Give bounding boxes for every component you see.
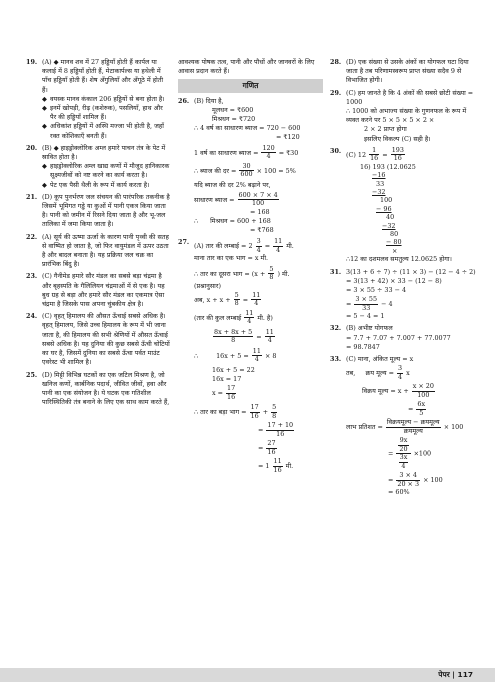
- math-line: ∴ तार का दूसरा भाग = (x +: [194, 269, 266, 278]
- answer-19: 19. (A) ◆ मानव शव में 27 हड्डियाँ होती हैं कार्पल या कलाई में 8 हड्डियाँ होती हैं, मेटाकार्पल्स या हथेली में पाँच हड्डियाँ होती हैं। शेष अँगुलियाँ और अँगूठे में होती हैं। ◆ वयस्क मानव कंकाल 206 हड्डियों से बना होता है। ◆ इनमें खोपड़ी, रीढ़ (कशेरुक), पसलियाँ, हाथ और पैर की हड्डियाँ शामिल हैं। ◆ अधिकांश हड्डियों में अस्थि मज्जा भी होती है, जहाँ रक्त कोशिकाएँ बनती हैं।: [26, 58, 170, 141]
- question-number: 30.: [330, 146, 342, 155]
- answer-20: 20. (B) ◆ हाइड्रोक्लोरिक अम्ल हमारे पाचन तंत्र के पेट में स्रावित होता है। ◆ हाइड्रोक्लोरिक अम्ल खाद्य कणों में मौजूद हानिकारक सूक्ष्मजीवों को नष्ट करने का कार्य करता है। ◆ पेट एक पैसी थैली के रूप में कार्य करता है।: [26, 143, 170, 189]
- division-step: 100: [380, 196, 393, 205]
- division-step: − 80: [386, 238, 402, 247]
- bullet-text: हाइड्रोक्लोरिक अम्ल खाद्य कणों में मौजूद हानिकारक सूक्ष्मजीवों को नष्ट करने का कार्य करता है।: [50, 162, 170, 180]
- question-number: 32.: [330, 324, 342, 333]
- fraction: $\frac{11}{16}$: [273, 457, 282, 474]
- fraction: $\frac{\frac{9x}{20}}{\frac{3x}{4}}$: [396, 437, 410, 470]
- math-line: = 98.7847: [346, 342, 380, 351]
- math-line: = 168: [250, 207, 270, 216]
- question-number: 23.: [26, 272, 38, 281]
- fraction: $\frac{x \times 20}{100}$: [412, 382, 434, 399]
- question-number: 24.: [26, 312, 38, 321]
- fraction: $\frac{11}{4}$: [245, 308, 254, 326]
- answer-21: [26, 193, 170, 230]
- fraction: $\frac{3}{4}$: [256, 237, 261, 254]
- division-step: 16) 193 (12.0625: [360, 162, 416, 171]
- fraction: $\frac{5}{8}$: [234, 290, 239, 308]
- fraction: $\frac{600 \times 7 \times 4}{100}$: [238, 190, 278, 208]
- fraction: $\frac{17}{16}$: [227, 384, 236, 401]
- fraction: $\frac{27}{16}$: [267, 439, 276, 456]
- math-line: माना तार का एक भाग = x मी.: [194, 254, 269, 263]
- answer-text: (D) मिट्टी विभिन्न घटकों का एक जटिल मिश्रण है, जो खनिज कणों, कार्बनिक पदार्थ, जीवित जीवों, हवा और पानी का एक संयोजन है। ये घटक एक गतिशील पारिस्थितिकी तंत्र बनाने के लिए एक साथ काम करते हैं,: [42, 370, 170, 407]
- math-line: (तार की कुल लम्बाई: [194, 313, 242, 322]
- math-line: विक्रय मूल्य = x +: [362, 387, 409, 396]
- math-line: 16x = 17: [212, 375, 242, 384]
- bullet-text: वयस्क मानव कंकाल 206 हड्डियों से बना होता है।: [50, 94, 165, 103]
- answer-32: [330, 324, 480, 352]
- answer-23: [26, 272, 170, 309]
- bullet-text: अधिकांश हड्डियों में अस्थि मज्जा भी होती है, जहाँ रक्त कोशिकाएँ बनती हैं।: [50, 122, 164, 140]
- math-line: (प्रश्नानुसार): [194, 281, 221, 290]
- math-line: क्रय मूल्य =: [365, 369, 394, 378]
- division-step: −32: [382, 221, 396, 230]
- bullet-text: इनमें खोपड़ी, रीढ़ (कशेरुक), पसलियाँ, हाथ और पैर की हड्डियाँ शामिल हैं।: [50, 104, 163, 122]
- math-line: लाभ प्रतिशत =: [346, 423, 383, 432]
- question-number: 25.: [26, 370, 38, 379]
- bullet-text: पेट एक पैसी थैली के रूप में कार्य करता है।: [50, 180, 150, 189]
- answer-text: (C) गैनीमेड हमारे सौर मंडल का सबसे बड़ा चंद्रमा है और बृहस्पति के गैलिलियन चंद्रमाओं में से एक है। यह बुध ग्रह से बड़ा और हमारे सौर मंडल का एकमात्र ऐसा चंद्रमा है जिसके पास अपना चुंबकीय क्षेत्र है।: [42, 272, 165, 309]
- answer-option: (C) माना, अंकित मूल्य = x: [346, 354, 414, 363]
- answer-26: 26. (B) दिया है, मूलधन = ₹600 मिश्रधन = ₹720 ∴ 4 वर्ष का साधारण ब्याज = 720 − 600 = ₹120 1 वर्ष का साधारण ब्याज = $\frac{120}{4}$ = ₹30 ∴ ब्याज की दर = $\frac{30}{600}$ × 100 = 5% यदि ब्याज की दर 2% बढ़ाने पर, साधारण ब्याज = $\frac{600 \times 7 \times 4}{100}$ = 168 ∴ मिश्रधन = 600 + 168 = ₹768: [178, 97, 323, 236]
- fraction: $\frac{11}{4}$: [265, 327, 274, 345]
- division-step: 33: [376, 179, 385, 188]
- question-number: 27.: [178, 238, 190, 247]
- math-line: = 7.7 + 7.07 + 7.007 + 77.0077: [346, 333, 451, 342]
- math-line: 1 वर्ष का साधारण ब्याज =: [194, 148, 259, 157]
- continued-text: आवश्यक पोषक तत्व, पानी और पौधों और जानवरों के लिए आवास प्रदान करते हैं।: [178, 58, 315, 76]
- division-step: 80: [390, 230, 399, 239]
- answer-option: (C) 12: [346, 150, 367, 159]
- division-step: −32: [372, 188, 386, 197]
- fraction: $\frac{1}{16}$: [370, 145, 379, 163]
- math-line: 2 × 2 प्राप्त होगा: [364, 125, 407, 134]
- question-number: 19.: [26, 58, 38, 66]
- answer-text: (B) ◆ हाइड्रोक्लोरिक अम्ल हमारे पाचन तंत्र के पेट में स्रावित होता है।: [42, 143, 166, 162]
- math-line: ∴12 का दशमलव समतुल्य 12.0625 होगा।: [346, 255, 452, 264]
- math-line: = 5 − 4 = 1: [346, 312, 385, 321]
- question-number: 33.: [330, 354, 342, 363]
- math-line: ब्याज की दर =: [200, 166, 237, 175]
- math-line: = ₹768: [250, 226, 274, 235]
- math-line: 16x + 5 = 22: [212, 365, 255, 374]
- math-line: ∴ तार का बड़ा भाग =: [194, 408, 247, 417]
- math-line: साधारण ब्याज =: [194, 195, 235, 204]
- division-step: 40: [386, 213, 395, 222]
- math-line: 16x + 5 =: [216, 351, 249, 360]
- answer-option: (B) दिया है,: [194, 96, 224, 105]
- answer-text: (D) एक संख्या से उसके अंकों का योगफल घटा दिया जाता है तब परिणामस्वरूप प्राप्त संख्या सदैव 9 से विभाजित होगी।: [346, 58, 469, 85]
- math-line: मिश्रधन = 600 + 168: [210, 217, 271, 226]
- fraction: $\frac{3 \times 4}{20 \times 3}$: [397, 471, 420, 488]
- fraction: $\frac{\text{विक्रयमूल्य − क्रयमूल्य}}{\text{क्रयमूल्य}}$: [386, 418, 440, 435]
- fraction: $\frac{3}{4}$: [398, 364, 403, 381]
- answer-24: [26, 312, 170, 367]
- fraction: $\frac{17 + 10}{16}$: [267, 421, 294, 438]
- answer-22: [26, 233, 170, 270]
- math-line: × 100 = 5%: [256, 166, 296, 175]
- answer-31: 31. 3(13 + 6 ÷ 7) ÷ (11 × 3) − (12 − 4 ÷ 2) = 3(13 + 42) × 33 − (12 − 8) = 3 × 55 ÷ 33 − 4 = $\frac{3 \times 55}{33}$ − 4 = 5 − 4 = 1: [330, 268, 480, 322]
- answer-text: (D) कूप पुनर्भरण जल संचयन की पारंपरिक तकनीक है जिसमें भूमिगत गड्ढे या कुओं में पानी एकत्र किया जाता है। पानी को जमीन में रिसने दिया जाता है और भू-जल तालिका में जमा किया जाता है।: [42, 192, 170, 229]
- fraction: $\frac{120}{4}$: [262, 143, 275, 161]
- question-number: 29.: [330, 88, 342, 97]
- division-step: ×: [392, 246, 398, 255]
- long-division: [346, 163, 480, 255]
- math-line: = 3(13 + 42) × 33 − (12 − 8): [346, 276, 442, 285]
- answer-text: (A) सूर्य की ऊष्मा ऊर्जा के कारण पानी पृथ्वी की सतह से वाष्पित हो जाता है, जो फिर वायुमंडल में ऊपर उठता है और बादल बनाता है। यह प्रक्रिया जल चक्र का प्रारंभिक बिंदु है।: [42, 232, 169, 269]
- math-line: 3(13 + 6 ÷ 7) ÷ (11 × 3) − (12 − 4 ÷ 2): [346, 267, 476, 276]
- question-number: 21.: [26, 192, 38, 201]
- page-footer: [0, 668, 495, 682]
- math-line: अब, x + x +: [194, 295, 231, 304]
- answer-option: (A) तार की लम्बाई = 2: [194, 242, 253, 251]
- column-2: [178, 58, 323, 477]
- fraction: $\frac{6x}{5}$: [417, 400, 426, 417]
- fraction: $\frac{3 \times 55}{33}$: [355, 295, 378, 312]
- column-1: [26, 58, 170, 410]
- question-number: 26.: [178, 96, 190, 105]
- answer-30: 30. (C) 12 $\frac{1}{16}$ = $\frac{193}{16}$ 16) 193 (12.0625 −16 33 −32 100 − 96 40 −32 80 − 80 × ∴12 का दशमलव समतुल्य 12.0625 होगा।: [330, 147, 480, 265]
- answer-25: [26, 371, 170, 408]
- question-number: 28.: [330, 58, 342, 66]
- math-line: इसलिए विकल्प (C) सही है।: [364, 134, 431, 143]
- fraction: $\frac{193}{16}$: [391, 145, 404, 163]
- page-number: पेपर | 117: [438, 670, 473, 679]
- question-number: 22.: [26, 232, 38, 241]
- column-3: [330, 58, 480, 500]
- division-step: − 96: [376, 204, 392, 213]
- fraction: $\frac{8x + 8x + 5}{8}$: [214, 327, 253, 345]
- fraction: $\frac{11}{4}$: [252, 290, 261, 308]
- answer-text: (A) ◆ मानव शव में 27 हड्डियाँ होती हैं कार्पल या कलाई में 8 हड्डियाँ होती हैं, मेटाकार्पल्स या हथेली में पाँच हड्डियाँ होती हैं। शेष अँगुलियाँ और अँगूठे में होती हैं।: [42, 58, 164, 94]
- answer-text: (C) वृहत् हिमालय की औसत ऊँचाई सबसे अधिक है। वृहत् हिमालय, जिसे उच्च हिमालय के रूप में भी जाना जाता है, की हिमालय की सभी श्रेणियों में औसत ऊँचाई सबसे अधिक है। यह दुनिया की कुछ सबसे ऊँची चोटियों का घर है, जिसमें दुनिया का सबसे ऊँचा पर्वत माउंट एवरेस्ट भी शामिल है।: [42, 312, 170, 367]
- math-line: = ₹120: [276, 133, 300, 142]
- math-line: यदि ब्याज की दर 2% बढ़ाने पर,: [194, 180, 271, 189]
- division-step: −16: [372, 171, 386, 180]
- answer-33: 33. (C) माना, अंकित मूल्य = x तब, क्रय मूल्य = $\frac{3}{4}$ x विक्रय मूल्य = x + $\frac{x \times 20}{100}$ = $\frac{6x}{5}$ लाभ प्रतिशत = $\frac{\text{विक्रयमूल्य − क्रयमूल्य}}{\text{क्रयमूल्य}}$ × 100 = $\frac{\frac{9x}{20}}{\frac{3x}{4}}$ ×100 = $\frac{3 \times 4}{20 \times 3}$ × 100 = 60%: [330, 355, 480, 497]
- question-number: 20.: [26, 143, 38, 152]
- math-line: = 60%: [388, 488, 410, 497]
- answer-option: (B) अभीष्ट योगफल: [346, 324, 393, 333]
- fraction: $\frac{11}{4}$: [274, 237, 283, 254]
- fraction: $\frac{30}{600}$: [240, 161, 253, 179]
- answer-29: [330, 89, 480, 144]
- math-line: = ₹30: [278, 148, 299, 157]
- answer-text: (C) हम जानते है कि 4 अंकों की सबसे छोटी संख्या = 1000: [346, 88, 474, 106]
- fraction: $\frac{17}{16}$: [250, 403, 259, 420]
- math-line: = 3 × 55 ÷ 33 − 4: [346, 285, 407, 294]
- section-heading: गणित: [178, 79, 323, 92]
- math-line: 4 वर्ष का साधारण ब्याज = 720 − 600: [200, 124, 301, 133]
- math-line: मिश्रधन = ₹720: [212, 115, 256, 124]
- math-line: मूलधन = ₹600: [212, 105, 254, 114]
- question-number: 31.: [330, 267, 342, 276]
- fraction: $\frac{11}{4}$: [252, 346, 261, 364]
- answer-28: [330, 58, 480, 86]
- fraction: $\frac{5}{8}$: [269, 264, 274, 282]
- fraction: $\frac{5}{8}$: [272, 403, 277, 420]
- math-line: ∴ 1000 को अभाज्य संख्या के गुणनफल के रूप में व्यक्त करने पर 5 × 5 × 5 × 2 ×: [346, 107, 467, 125]
- answer-27: 27. (A) तार की लम्बाई = 2 $\frac{3}{4}$ = $\frac{11}{4}$ मी. माना तार का एक भाग = x मी. ∴ तार का दूसरा भाग = (x + $\frac{5}{8}$ ) मी. (प्रश्नानुसार) अब, x + x + $\frac{5}{8}$ = $\frac{11}{4}$ (तार की कुल लम्बाई $\frac{11}{4}$ मी. है) $\frac{8x + 8x + 5}{8}$ = $\frac{11}{4}$ ∴ 16x + 5 = $\frac{11}{4}$ × 8 16x + 5 = 22 16x = 17 x = $\frac{17}{16}$ ∴ तार का बड़ा भाग = $\frac{17}{16}$ + $\frac{5}{8}$ = $\frac{17 + 10}{16}$ = $\frac{27}{16}$ = 1 $\frac{11}{16}$ मी.: [178, 238, 323, 474]
